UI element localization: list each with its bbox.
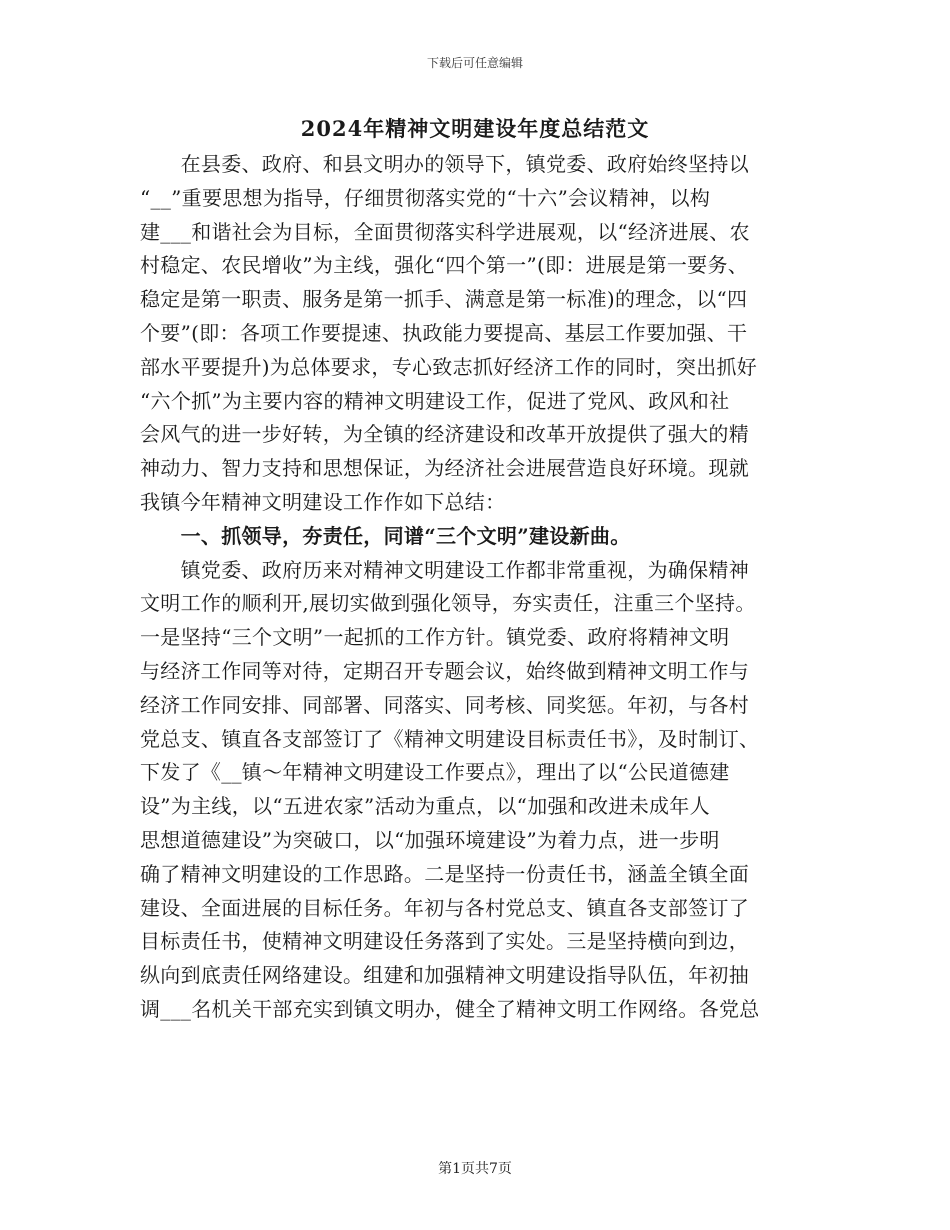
body-line: 确了精神文明建设的工作思路。二是坚持一份责任书，涵盖全镇全面	[140, 861, 749, 886]
body-line: 神动力、智力支持和思想保证，为经济社会进展营造良好环境。现就	[140, 456, 749, 481]
body-line: 我镇今年精神文明建设工作作如下总结：	[140, 489, 506, 514]
body-line: 经济工作同安排、同部署、同落实、同考核、同奖惩。年初，与各村	[140, 692, 749, 717]
body-line: 建设、全面进展的目标任务。年初与各村党总支、镇直各支部签订了	[140, 895, 749, 920]
page-footer: 第1页共7页	[438, 1161, 512, 1177]
body-line: 设”为主线，以“五进农家”活动为重点，以“加强和改进未成年人	[140, 794, 710, 819]
body-line: 与经济工作同等对待，定期召开专题会议，始终做到精神文明工作与	[140, 658, 749, 683]
document-title: 2024年精神文明建设年度总结范文	[300, 116, 650, 141]
body-line: “__”重要思想为指导，仔细贯彻落实党的“十六”会议精神，以构	[140, 185, 711, 210]
body-line: 村稳定、农民增收”为主线，强化“四个第一”(即：进展是第一要务、	[140, 253, 749, 278]
body-line: 稳定是第一职责、服务是第一抓手、满意是第一标准)的理念，以“四	[140, 287, 748, 312]
body-line: 思想道德建设”为突破口，以“加强环境建设”为着力点，进一步明	[140, 827, 720, 852]
body-line: 会风气的进一步好转，为全镇的经济建设和改革开放提供了强大的精	[140, 422, 749, 447]
body-line: 文明工作的顺利开,展切实做到强化领导，夯实责任，注重三个坚持。	[140, 591, 756, 616]
body-line: 纵向到底责任网络建设。组建和加强精神文明建设指导队伍，年初抽	[140, 963, 749, 988]
section-heading: 一、抓领导，夯责任，同谱“三个文明”建设新曲。	[140, 523, 631, 548]
body-line: 调___名机关干部充实到镇文明办，健全了精神文明工作网络。各党总	[140, 996, 760, 1021]
body-line: 党总支、镇直各支部签订了《精神文明建设目标责任书》，及时制订、	[140, 726, 760, 751]
body-line: 一是坚持“三个文明”一起抓的工作方针。镇党委、政府将精神文明	[140, 625, 730, 650]
body-line: 部水平要提升)为总体要求，专心致志抓好经济工作的同时，突出抓好	[140, 354, 758, 379]
body-line: 个要”(即：各项工作要提速、执政能力要提高、基层工作要加强、干	[140, 320, 748, 345]
body-line: 在县委、政府、和县文明办的领导下，镇党委、政府始终坚持以	[140, 152, 749, 176]
header-note: 下载后可任意编辑	[426, 56, 523, 70]
body-line: 镇党委、政府历来对精神文明建设工作都非常重视，为确保精神	[140, 557, 749, 582]
body-line: “六个抓”为主要内容的精神文明建设工作，促进了党风、政风和社	[140, 388, 730, 413]
body-line: 建___和谐社会为目标，全面贯彻落实科学进展观，以“经济进展、农	[140, 219, 750, 244]
body-line: 下发了《__镇～年精神文明建设工作要点》，理出了以“公民道德建	[140, 760, 730, 785]
document-body	[140, 148, 820, 1027]
body-line: 目标责任书，使精神文明建设任务落到了实处。三是坚持横向到边，	[140, 929, 749, 954]
